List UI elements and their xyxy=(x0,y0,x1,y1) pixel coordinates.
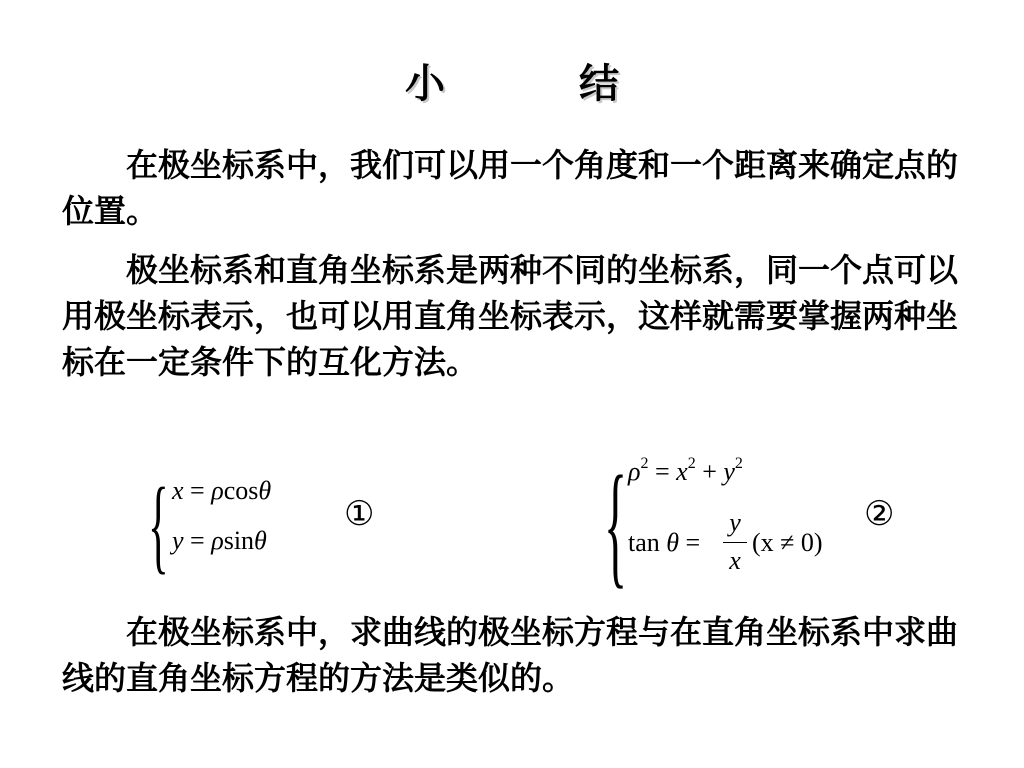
slide-title: 小 结 xyxy=(405,61,679,107)
paragraph-coordinate-conversion: 极坐标系和直角坐标系是两种不同的坐标系，同一个点可以用极坐标表示，也可以用直角坐标表示，这样就需要掌握两种坐标在一定条件下的互化方法。 xyxy=(62,251,959,381)
paragraph-polar-definition: 在极坐标系中，我们可以用一个角度和一个距离来确定点的位置。 xyxy=(62,146,959,230)
left-brace-icon: { xyxy=(148,468,169,585)
left-brace-icon: { xyxy=(604,448,628,601)
fraction-bar xyxy=(723,542,747,543)
paragraph-curve-equation: 在极坐标系中，求曲线的极坐标方程与在直角坐标系中求曲线的直角坐标方程的方法是类似的。 xyxy=(62,613,959,697)
formula2-line1: $\rho^2 = x^2 + y^2$ xyxy=(628,455,743,486)
formula2-marker: ② xyxy=(864,494,895,534)
formula2-condition: (x ≠ 0) xyxy=(752,528,823,557)
formula2-fraction: y x xyxy=(723,510,747,536)
formula1-line1: x = ρcosθ xyxy=(172,476,272,505)
formula1-line2: y = ρsinθ xyxy=(172,526,267,555)
formula2-line2: tan θ = xyxy=(628,528,701,557)
formula1-marker: ① xyxy=(344,494,375,534)
